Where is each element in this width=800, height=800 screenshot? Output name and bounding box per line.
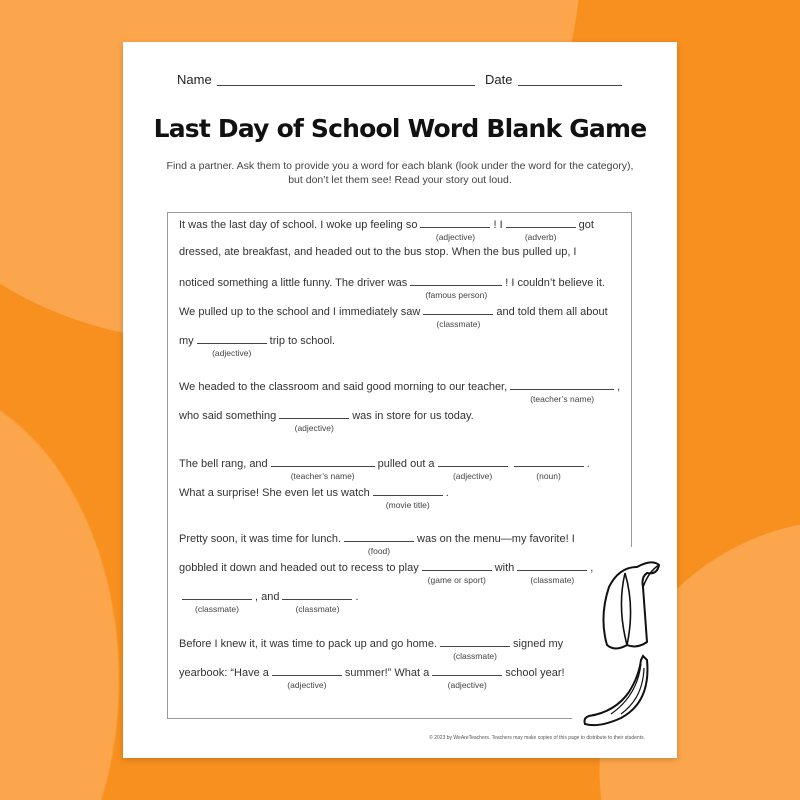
blank-category-label: (famous person): [425, 290, 488, 300]
story-box-border: [167, 212, 632, 213]
story-text-segment: yearbook: “Have a: [179, 667, 269, 679]
story-line: [179, 245, 577, 259]
blank-category-label: (teacher’s name): [290, 471, 355, 481]
story-text-segment: gobbled it down and headed out to recess to play: [179, 562, 419, 574]
story-line: [179, 664, 565, 690]
story-text-segment: school year!: [505, 667, 565, 679]
story-text-segment: Pretty soon, it was time for lunch.: [179, 533, 342, 545]
story-line: [179, 216, 594, 242]
backpack-icon: [597, 557, 667, 657]
word-blank[interactable]: [279, 407, 349, 433]
story-text-segment: got: [578, 219, 594, 231]
story-text-segment: and told them all about: [496, 306, 608, 318]
word-blank[interactable]: [432, 664, 502, 690]
story-text-segment: The bell rang, and: [179, 458, 268, 470]
blank-category-label: (adjective): [212, 348, 252, 358]
word-blank[interactable]: [271, 455, 375, 481]
blank-category-label: (adjective): [287, 680, 327, 690]
blank-category-label: (game or sport): [427, 575, 486, 585]
story-text-segment: ! I couldn’t believe it.: [505, 277, 605, 289]
instructions: Find a partner. Ask them to provide you a word for each blank (look under the word for the category), but don’t let them see! Read your story out loud.: [166, 160, 634, 186]
word-blank[interactable]: [344, 530, 414, 556]
story-text-segment: was in store for us today.: [352, 410, 474, 422]
date-label: Date: [485, 72, 513, 87]
story-text-segment: summer!” What a: [344, 667, 430, 679]
worksheet-page: [123, 42, 677, 758]
story-box-border: [167, 212, 168, 719]
story-box-border: [167, 718, 572, 719]
blank-category-label: (adjective): [447, 680, 487, 690]
word-blank[interactable]: [373, 484, 443, 510]
story-text-segment: .: [445, 487, 449, 499]
story-line: [179, 332, 336, 358]
blank-category-label: (classmate): [453, 651, 497, 661]
blank-category-label: (classmate): [195, 604, 239, 614]
word-blank[interactable]: [438, 455, 508, 481]
story-line: [179, 274, 605, 300]
story-text-segment: my: [179, 335, 194, 347]
story-text-segment: trip to school.: [269, 335, 336, 347]
story-text-segment: noticed something a little funny. The driver was: [179, 277, 408, 289]
story-line: [179, 635, 564, 661]
name-label: Name: [177, 72, 212, 87]
banana-icon: [581, 652, 661, 732]
blank-category-label: (adjective): [452, 471, 493, 481]
word-blank[interactable]: [517, 559, 587, 585]
word-blank[interactable]: [440, 635, 510, 661]
story-text-segment: signed my: [513, 638, 564, 650]
word-blank[interactable]: [420, 216, 490, 242]
blank-category-label: (teacher’s name): [530, 394, 595, 404]
story-text-segment: was on the menu—my favorite! I: [417, 533, 575, 545]
word-blank[interactable]: [422, 559, 492, 585]
story-text-segment: What a surprise! She even let us watch: [179, 487, 370, 499]
blank-category-label: (movie title): [385, 500, 430, 510]
story-line: [179, 407, 474, 433]
story-line: [179, 559, 594, 585]
word-blank[interactable]: [282, 588, 352, 614]
name-field[interactable]: [217, 85, 475, 86]
word-blank[interactable]: [410, 274, 502, 300]
story-text-segment: with: [494, 562, 515, 574]
story-text-segment: who said something: [179, 410, 277, 422]
story-text-segment: It was the last day of school. I woke up feeling so: [179, 219, 418, 231]
story-text-segment: ,: [590, 562, 594, 574]
date-field[interactable]: [518, 85, 622, 86]
story-box-border: [631, 212, 632, 547]
story-text-segment: ! I: [493, 219, 503, 231]
page-title: Last Day of School Word Blank Game: [153, 114, 647, 143]
blank-category-label: (noun): [536, 471, 561, 481]
word-blank[interactable]: [182, 588, 252, 614]
story-line: [179, 484, 449, 510]
story-text-segment: pulled out a: [377, 458, 435, 470]
story-text-segment: .: [355, 591, 359, 603]
story-line: [179, 378, 621, 404]
story-text-segment: ,: [617, 381, 621, 393]
story-line: [179, 455, 590, 481]
copyright-footer: © 2023 by WeAreTeachers. Teachers may make copies of this page to distribute to their students.: [429, 735, 645, 741]
word-blank[interactable]: [506, 216, 576, 242]
word-blank[interactable]: [272, 664, 342, 690]
story-text-segment: , and: [255, 591, 280, 603]
story-line: [179, 303, 608, 329]
blank-category-label: (classmate): [436, 319, 481, 329]
story-line: [179, 588, 359, 614]
word-blank[interactable]: [197, 332, 267, 358]
story-text-segment: Before I knew it, it was time to pack up and go home.: [179, 638, 438, 650]
blank-category-label: (classmate): [530, 575, 575, 585]
blank-category-label: (food): [367, 546, 391, 556]
blank-category-label: (adverb): [524, 232, 557, 242]
story-text-segment: dressed, ate breakfast, and headed out to the bus stop. When the bus pulled up, I: [179, 246, 577, 258]
story-text-segment: We pulled up to the school and I immediately saw: [179, 306, 421, 318]
word-blank[interactable]: [514, 455, 584, 481]
story-text-segment: .: [586, 458, 590, 470]
word-blank[interactable]: [510, 378, 614, 404]
story-line: [179, 530, 575, 556]
story-text-segment: We headed to the classroom and said good morning to our teacher,: [179, 381, 508, 393]
blank-category-label: (adjective): [294, 423, 334, 433]
blank-category-label: (classmate): [295, 604, 340, 614]
blank-category-label: (adjective): [435, 232, 476, 242]
word-blank[interactable]: [423, 303, 493, 329]
